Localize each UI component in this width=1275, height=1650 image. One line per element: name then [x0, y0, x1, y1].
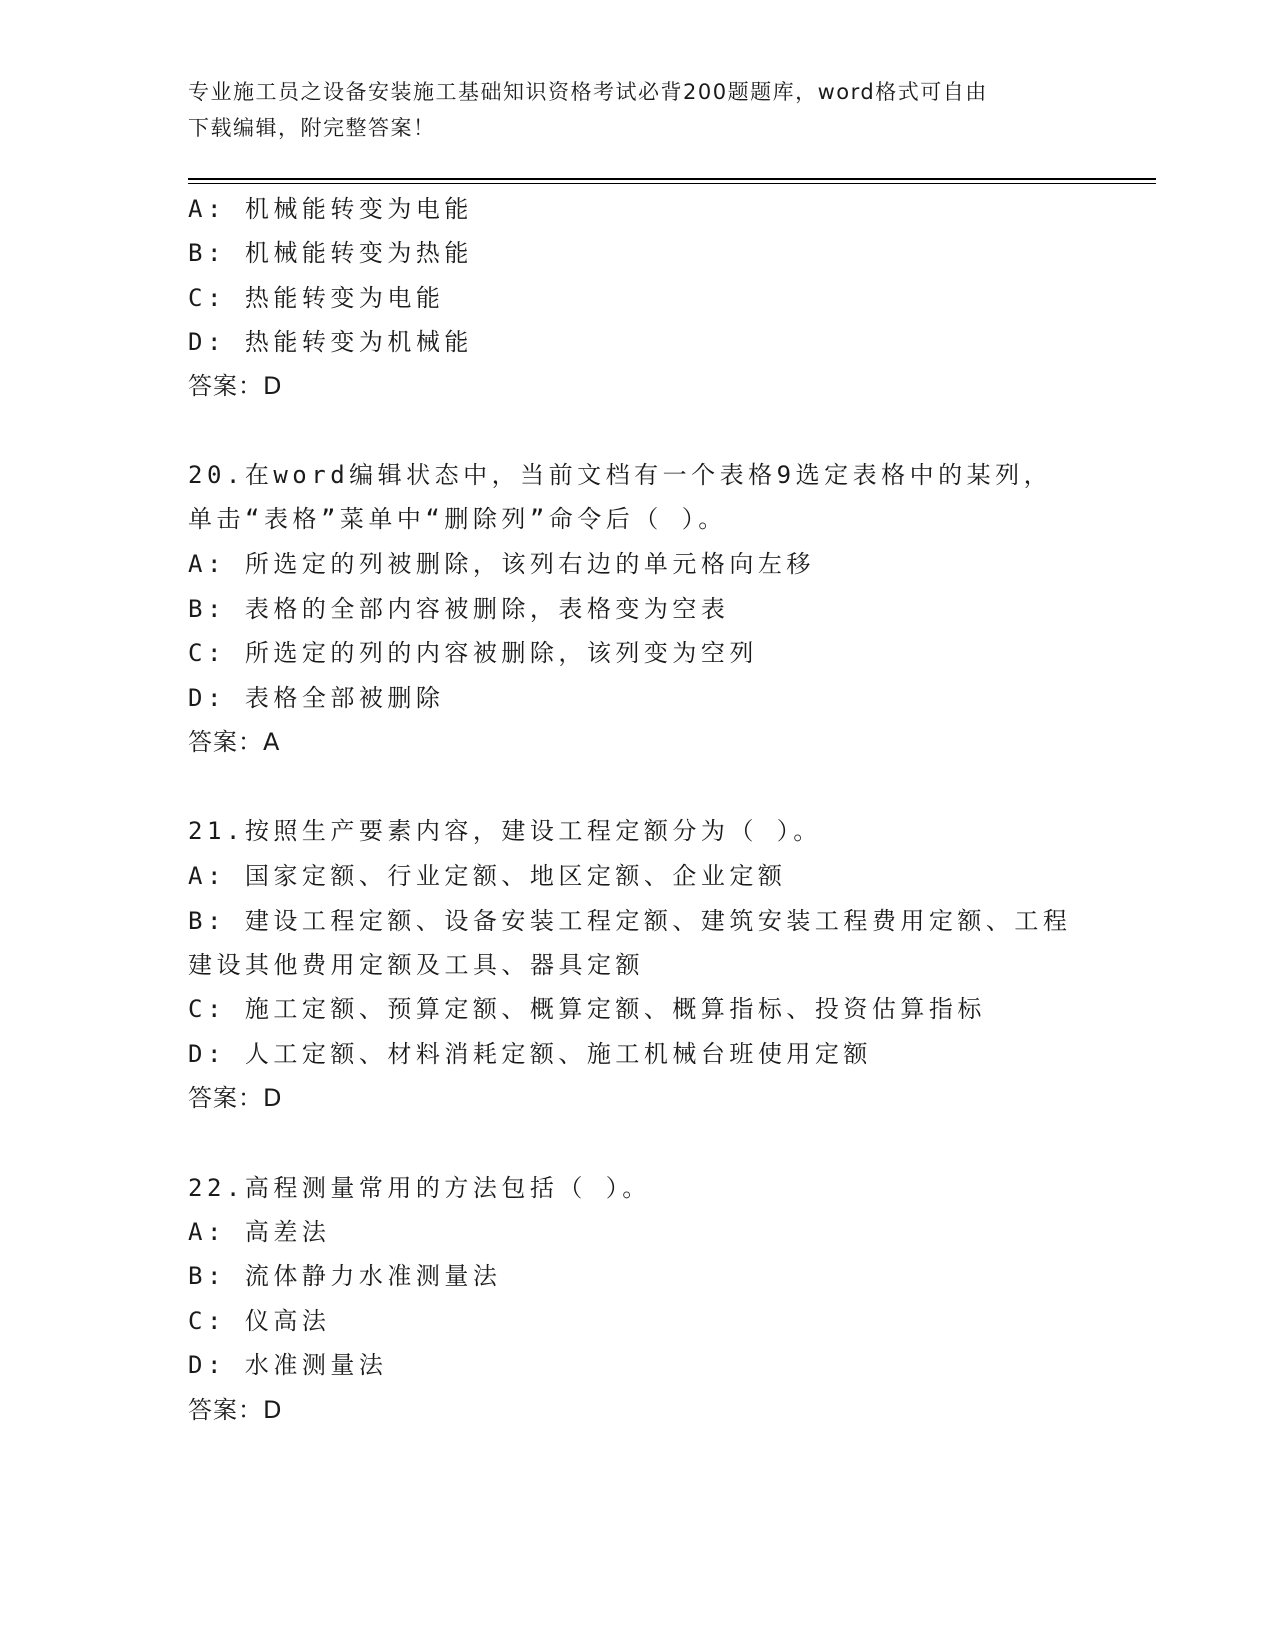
q22-stem: 22.高程测量常用的方法包括（ ）。 [188, 1174, 651, 1202]
q20-stem-line-1: 20.在word编辑状态中，当前文档有一个表格9选定表格中的某列， [188, 461, 1053, 489]
q21-stem: 21.按照生产要素内容，建设工程定额分为（ ）。 [188, 817, 822, 845]
prev-option-c: C: 热能转变为电能 [188, 284, 445, 312]
header-line-1: 专业施工员之设备安装施工基础知识资格考试必背200题题库，word格式可自由 [188, 80, 988, 104]
prev-answer: 答案：D [188, 372, 283, 400]
q22-option-a: A: 高差法 [188, 1218, 331, 1246]
q21-answer: 答案：D [188, 1084, 283, 1112]
q22-option-d: D: 水准测量法 [188, 1351, 388, 1379]
q20-option-b: B: 表格的全部内容被删除，表格变为空表 [188, 595, 730, 623]
header-line-2: 下载编辑，附完整答案！ [188, 116, 436, 140]
header-divider-thin [188, 183, 1156, 184]
prev-option-b: B: 机械能转变为热能 [188, 239, 473, 267]
q22-option-c: C: 仪高法 [188, 1307, 331, 1335]
q21-option-b-line-1: B: 建设工程定额、设备安装工程定额、建筑安装工程费用定额、工程 [188, 907, 1072, 935]
q22-option-b: B: 流体静力水准测量法 [188, 1262, 502, 1290]
q21-option-b-line-2: 建设其他费用定额及工具、器具定额 [188, 951, 644, 979]
q21-option-c: C: 施工定额、预算定额、概算定额、概算指标、投资估算指标 [188, 995, 986, 1023]
q22-answer: 答案：D [188, 1396, 283, 1424]
q20-option-d: D: 表格全部被删除 [188, 684, 445, 712]
prev-option-d: D: 热能转变为机械能 [188, 328, 473, 356]
q20-stem-line-2: 单击“表格”菜单中“删除列”命令后（ ）。 [188, 505, 727, 533]
q20-option-a: A: 所选定的列被删除，该列右边的单元格向左移 [188, 550, 815, 578]
q20-option-c: C: 所选定的列的内容被删除，该列变为空列 [188, 639, 758, 667]
q20-answer: 答案：A [188, 728, 281, 756]
prev-option-a: A: 机械能转变为电能 [188, 195, 473, 223]
q21-option-a: A: 国家定额、行业定额、地区定额、企业定额 [188, 862, 787, 890]
document-header [188, 74, 1088, 146]
q21-option-d: D: 人工定额、材料消耗定额、施工机械台班使用定额 [188, 1040, 872, 1068]
header-divider-thick [188, 178, 1156, 180]
